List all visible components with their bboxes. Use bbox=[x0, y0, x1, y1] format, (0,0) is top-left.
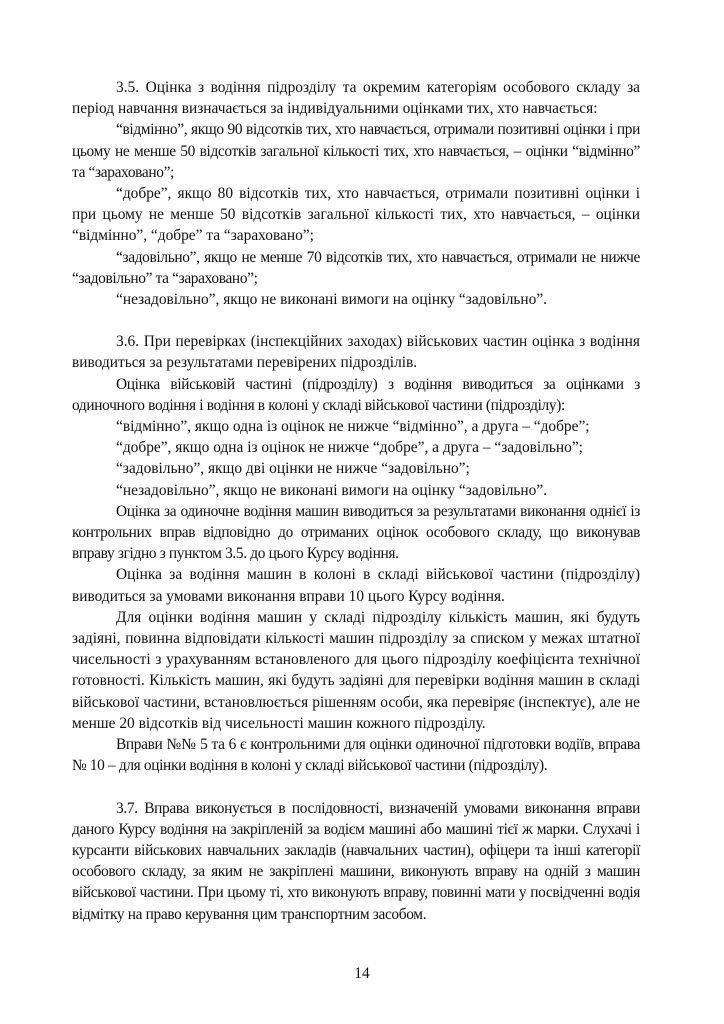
section-3-6-intro: 3.6. При перевірках (інспекційних заходах) військових частин оцінка з водіння виводиться за результатами перевірених підрозділів. bbox=[72, 333, 640, 372]
section-3-6-good: “добре”, якщо одна із оцінок не нижче “добре”, а друга – “задовільно”; bbox=[116, 439, 583, 457]
section-3-5-excellent: “відмінно”, якщо 90 відсотків тих, хто навчається, отримали позитивні оцінки і при цьому не менше 50 відсотків загальної кількості тих, хто навчається, – оцінки “відмінно” та “зараховано”; bbox=[72, 121, 640, 181]
section-3-6-excellent: “відмінно”, якщо одна із оцінок не нижче “відмінно”, а друга – “добре”; bbox=[116, 418, 590, 436]
section-3-5-good: “добре”, якщо 80 відсотків тих, хто навчається, отримали позитивні оцінки і при цьому не менше 50 відсотків загальної кількості тих, хто навчається, – оцінки “відмінно”, “добре” та “зараховано”; bbox=[72, 185, 640, 245]
section-3-7-text: 3.7. Вправа виконується в послідовності, визначеній умовами виконання вправи даного Курсу водіння на закріпленій за водієм машині або машині тієї ж марки. Слухачі і курсанти військових навчальних закладів (навчальних частин), офіцери та інші категорії особового складу, за яким не закріплені машини, виконують вправу на одній з машин військової частини. При цьому ті, хто виконують вправу, повинні мати у посвідченні водія відмітку на право керування цим транспортним засобом. bbox=[72, 799, 640, 923]
section-3-6-single-driving: Оцінка за одиночне водіння машин виводиться за результатами виконання однієї із контрольних вправ відповідно до отриманих оцінок особового складу, що виконував вправу згідно з пунктом 3.5. до цього Курсу водіння. bbox=[72, 502, 640, 563]
section-3-6-unsatisfactory: “незадовільно”, якщо не виконані вимоги на оцінку “задовільно”. bbox=[116, 481, 548, 499]
section-3-5-satisfactory: “задовільно”, якщо не менше 70 відсотків тих, хто навчається, отримали не нижче “задовільно” та “зараховано”; bbox=[72, 248, 640, 287]
section-3-5-intro: 3.5. Оцінка з водіння підрозділу та окремим категоріям особового складу за період навчання визначається за індивідуальними оцінками тих, хто навчається: bbox=[72, 79, 640, 118]
section-3-6-column-driving: Оцінка за водіння машин в колоні в складі військової частини (підрозділу) виводиться за умовами виконання вправи 10 цього Курсу водіння. bbox=[72, 566, 640, 605]
document-body bbox=[72, 77, 640, 925]
page-number: 14 bbox=[354, 965, 370, 982]
section-3-6-vehicle-count: Для оцінки водіння машин у складі підрозділу кількість машин, які будуть задіяні, повинна відповідати кількості машин підрозділу за списком у межах штатної чисельності з урахуванням встановленого для цього підрозділу коефіцієнта технічної готовності. Кількість машин, які будуть задіяні для перевірки водіння машин в складі військової частини, встановлюється рішенням особи, яка перевіряє (інспектує), але не менше 20 відсотків від чисельності машин кожного підрозділу. bbox=[72, 608, 640, 732]
section-3-6-control-exercises: Вправи №№ 5 та 6 є контрольними для оцінки одиночної підготовки водіїв, вправа № 10 – для оцінки водіння в колоні у складі військової частини (підрозділу). bbox=[72, 736, 640, 775]
section-3-6-unit-grade: Оцінка військовій частині (підрозділу) з водіння виводиться за оцінками з одиночного водіння і водіння в колоні у складі військової частини (підрозділу): bbox=[72, 375, 640, 414]
section-3-5-unsatisfactory: “незадовільно”, якщо не виконані вимоги на оцінку “задовільно”. bbox=[116, 291, 548, 309]
section-3-6-satisfactory: “задовільно”, якщо дві оцінки не нижче “задовільно”; bbox=[116, 460, 470, 478]
